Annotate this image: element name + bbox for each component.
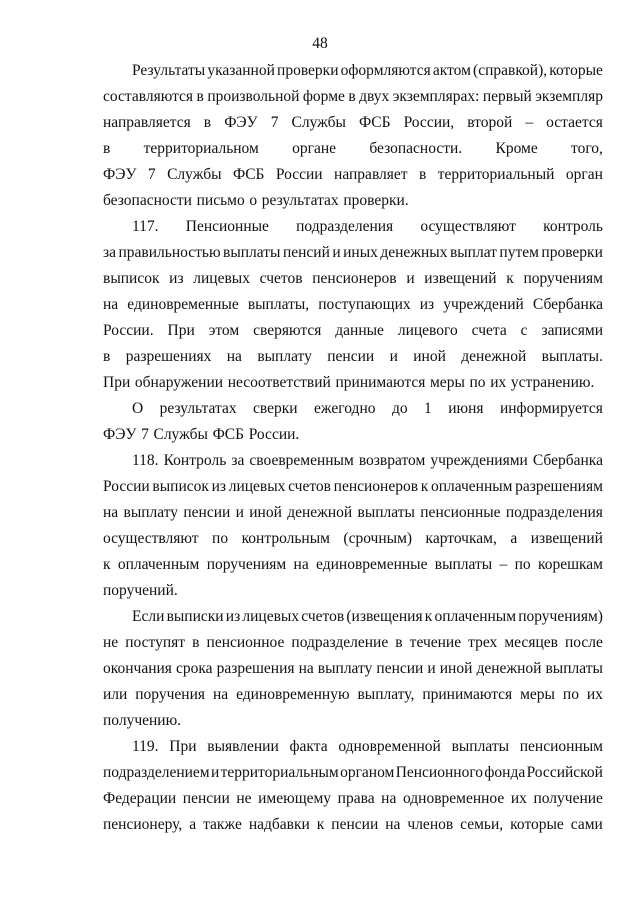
text-line: подразделением и территориальным органом Пенсионного фонда Российской: [103, 764, 603, 781]
text-line: О результатах сверки ежегодно до 1 июня информируется: [132, 400, 603, 417]
text-line: на единовременные выплаты, поступающих из учреждений Сбербанка: [103, 296, 603, 313]
text-line: 119. При выявлении факта одновременной выплаты пенсионным: [132, 738, 603, 755]
text-line: составляются в произвольной форме в двух экземплярах: первый экземпляр: [103, 88, 603, 105]
text-line: поручений.: [103, 582, 178, 599]
text-line: 117. Пенсионные подразделения осуществляют контроль: [132, 218, 603, 235]
text-line: выписок из лицевых счетов пенсионеров и извещений к поручениям: [103, 270, 603, 287]
text-line: к оплаченным поручениям на единовременные выплаты – по корешкам: [103, 556, 603, 573]
text-line: пенсионеру, а также надбавки к пенсии на членов семьи, которые сами: [103, 816, 603, 833]
text-line: Результаты указанной проверки оформляются актом (справкой), которые: [132, 62, 603, 79]
text-line: направляется в ФЭУ 7 Службы ФСБ России, второй – остается: [103, 114, 603, 131]
text-line: Федерации пенсии не имеющему права на одновременное их получение: [103, 790, 603, 807]
text-line: получению.: [103, 712, 182, 729]
text-line: в разрешениях на выплату пенсии и иной денежной выплаты.: [103, 348, 603, 365]
page-number: 48: [312, 35, 328, 52]
text-line: за правильностью выплаты пенсий и иных денежных выплат путем проверки: [103, 244, 603, 261]
text-line: При обнаружении несоответствий принимаются меры по их устранению.: [103, 374, 595, 391]
text-line: окончания срока разрешения на выплату пенсии и иной денежной выплаты: [103, 660, 603, 677]
text-line: не поступят в пенсионное подразделение в течение трех месяцев после: [103, 634, 603, 651]
text-line: безопасности письмо о результатах проверки.: [103, 192, 409, 209]
text-line: на выплату пенсии и иной денежной выплаты пенсионные подразделения: [103, 504, 603, 521]
text-line: в территориальном органе безопасности. Кроме того,: [103, 140, 603, 157]
text-line: или поручения на единовременную выплату, принимаются меры по их: [103, 686, 603, 703]
text-line: ФЭУ 7 Службы ФСБ России направляет в территориальный орган: [103, 166, 603, 183]
text-line: России выписок из лицевых счетов пенсионеров к оплаченным разрешениям: [103, 478, 603, 495]
text-line: России. При этом сверяются данные лицевого счета с записями: [103, 322, 603, 339]
text-line: ФЭУ 7 Службы ФСБ России.: [103, 426, 300, 443]
text-line: осуществляют по контрольным (срочным) карточкам, а извещений: [103, 530, 603, 547]
text-line: Если выписки из лицевых счетов (извещения к оплаченным поручениям): [132, 608, 603, 625]
text-line: 118. Контроль за своевременным возвратом учреждениями Сбербанка: [132, 452, 603, 469]
